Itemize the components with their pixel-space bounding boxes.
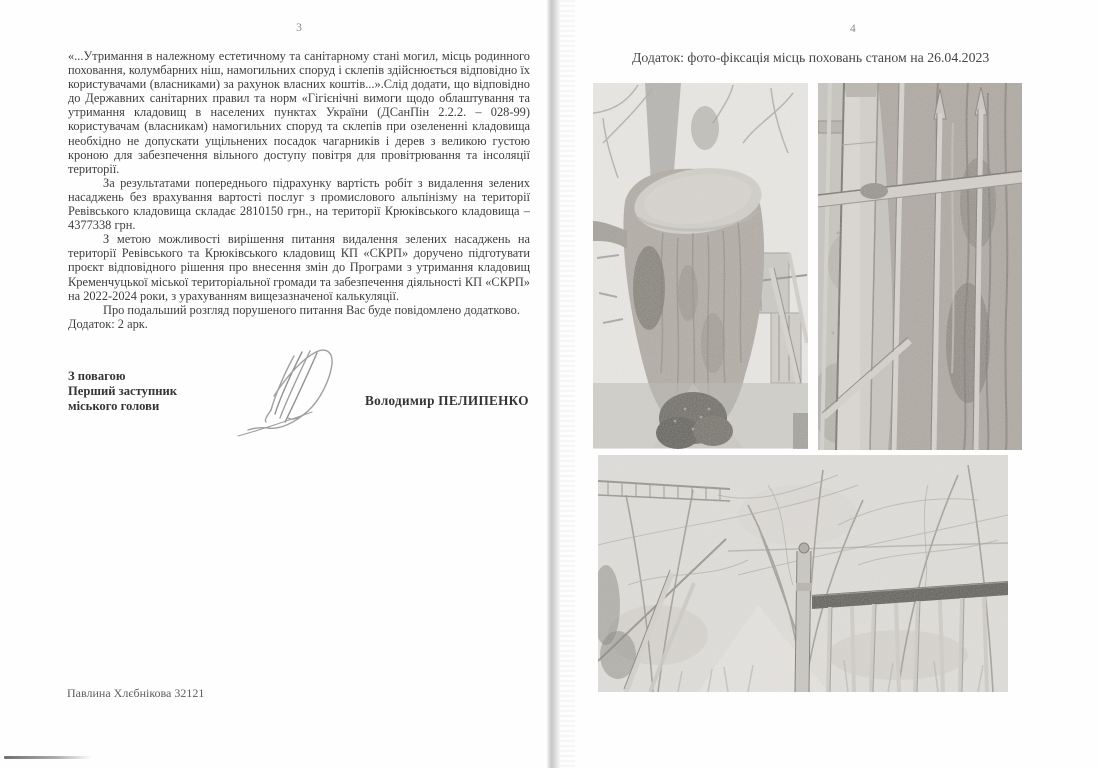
handwritten-signature <box>230 340 360 455</box>
closing-position-line2: міського голови <box>68 398 160 413</box>
document-page-4 <box>560 0 1098 768</box>
page-number: 4 <box>850 23 856 35</box>
letter-body <box>68 49 530 331</box>
scan-artifact-line <box>4 756 92 759</box>
executor-note: Павлина Хлєбнікова 32121 <box>67 686 205 700</box>
paragraph-regulations: «...Утримання в належному естетичному та санітарному стані могил, місць родинного поховання, колумбарних ніш, намогильних споруд і склепів здійснюється відповідно їх користувачами (власниками) за рахунок власних коштів...».Слід додати, що відповідно до Державних санітарних правил та норм «Гігієнічні вимоги щодо облаштування та утримання кладовищ в населених пунктах України (ДСанПін 2.2.2. – 028-99) користувачам (власникам) намогильних споруд та склепів при озелененні кладовища необхідно не допускати ущільнених посадок чагарників і дерев з великою густою кроною для забезпечення вільного доступу повітря для провітрювання та інсоляції території. <box>68 49 530 176</box>
photo-old-tree-trunk-among-grave-fences <box>593 83 808 449</box>
appendix-title: Додаток: фото-фіксація місць поховань станом на 26.04.2023 <box>632 50 990 65</box>
paragraph-follow-up: Про подальший розгляд порушеного питання Вас буде повідомлено додатково. <box>103 302 520 317</box>
photo-overgrown-graves-with-metal-fences <box>598 455 1008 692</box>
document-page-3 <box>0 0 547 768</box>
paragraph-program-changes: З метою можливості вирішення питання видалення зелених насаджень на території Ревівського та Крюківського кладовищ КП «СКРП» доручено підготувати проєкт відповідного рішення про внесення змін до Програми з утримання кладовищ Кременчуцької міської територіальної громади та забезпечення діяльності КП «СКРП» на 2022-2024 роки, з урахуванням вищезазначеної калькуляції. <box>68 232 530 303</box>
scan-noise-edge <box>560 0 575 768</box>
page-number: 3 <box>296 22 302 34</box>
closing-block <box>68 369 177 413</box>
page-gutter <box>547 0 560 768</box>
paragraph-cost-estimate: За результатами попереднього підрахунку вартість робіт з видалення зелених насаджень без врахування вартості послуг з промислового альпінізму на території Ревівського кладовища складає 2810150 грн., на території Крюківського кладовища – 4377338 грн. <box>68 175 530 233</box>
closing-position-line1: Перший заступник <box>68 383 177 398</box>
photo-metal-fence-grown-into-tree-trunk <box>818 83 1022 450</box>
signer-name: Володимир ПЕЛИПЕНКО <box>365 393 529 408</box>
closing-salutation: З повагою <box>68 369 126 383</box>
attachment-note: Додаток: 2 арк. <box>68 316 148 331</box>
